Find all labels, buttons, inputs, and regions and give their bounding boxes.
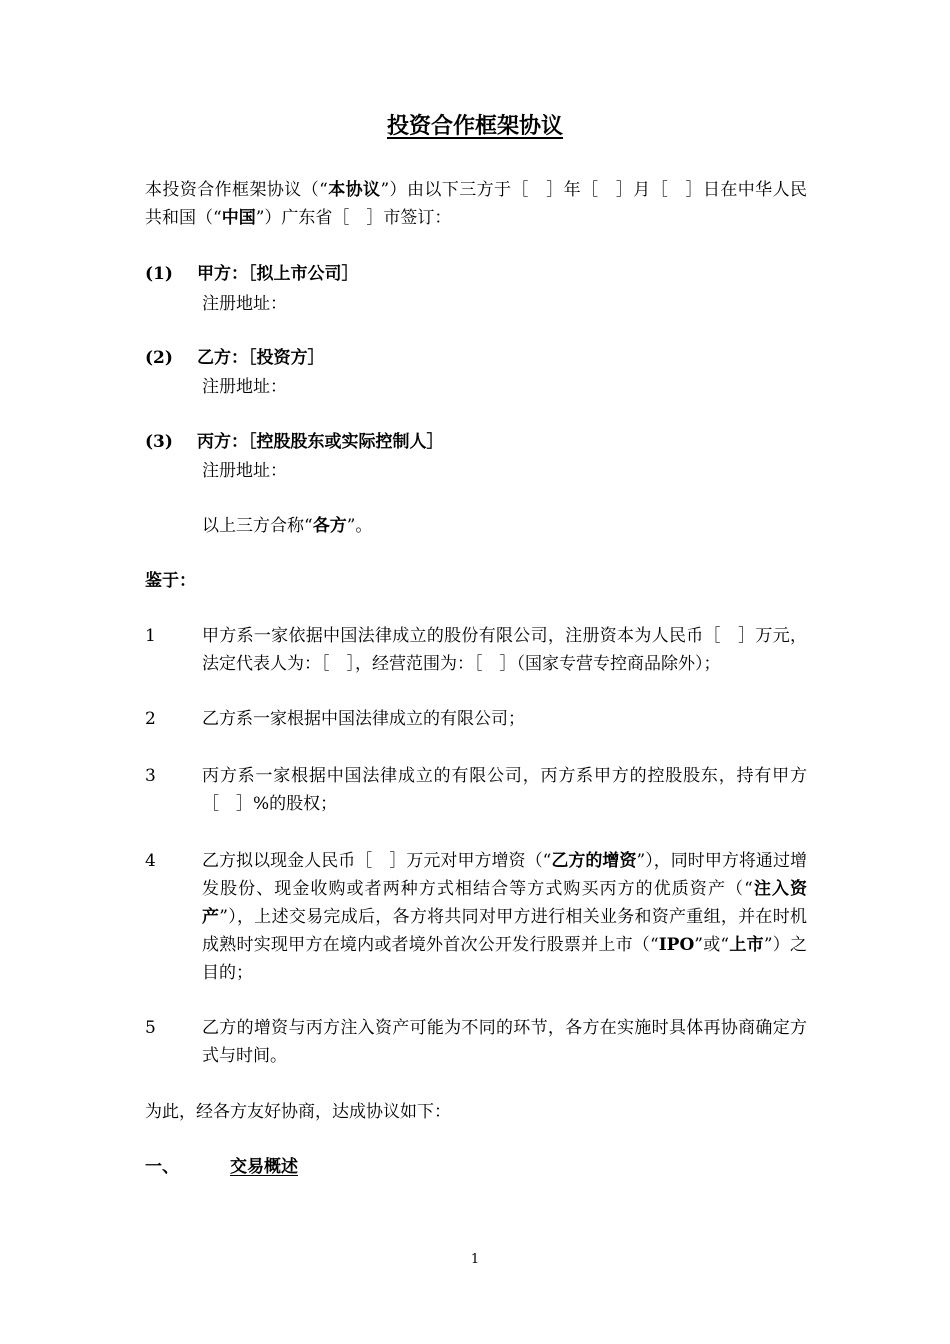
intro-text-1: 本投资合作框架协议（“ bbox=[145, 180, 328, 200]
recital-number: 1 bbox=[145, 626, 156, 646]
recital-4-bold-3: IPO bbox=[658, 935, 695, 955]
intro-paragraph bbox=[145, 176, 807, 232]
page-number: 1 bbox=[470, 1252, 480, 1267]
intro-bold-china: 中国 bbox=[221, 208, 256, 228]
party-address: 注册地址： bbox=[202, 294, 287, 314]
party-label: 丙方：［控股股东或实际控制人］ bbox=[197, 432, 444, 452]
collective-definition bbox=[202, 512, 372, 540]
agreement-line: 为此，经各方友好协商，达成协议如下： bbox=[145, 1102, 451, 1122]
party-label: 甲方：［拟上市公司］ bbox=[197, 264, 359, 284]
section-title: 交易概述 bbox=[230, 1157, 298, 1177]
recital-number: 5 bbox=[145, 1018, 156, 1038]
collective-text-2: ”。 bbox=[346, 516, 373, 536]
collective-bold: 各方 bbox=[312, 516, 347, 536]
recital-4-bold-2: 注入资产 bbox=[202, 879, 807, 927]
intro-bold-agreement: 本协议 bbox=[327, 180, 381, 200]
intro-text-3: ”）广东省［ ］市签订： bbox=[255, 208, 452, 228]
recital-4-text-4: ”或“ bbox=[694, 935, 730, 955]
party-number: (3) bbox=[145, 432, 173, 452]
recital-4-bold-1: 乙方的增资 bbox=[551, 851, 637, 871]
recital-4-text-5: ”）之目的； bbox=[202, 935, 807, 983]
recital-text bbox=[202, 847, 807, 987]
party-address: 注册地址： bbox=[202, 461, 287, 481]
party-number: (2) bbox=[145, 348, 173, 368]
section-number: 一、 bbox=[145, 1157, 179, 1177]
intro-text-2: ”）由以下三方于［ ］年［ ］月［ ］日在中华人民共和国（“ bbox=[145, 180, 807, 228]
document-title: 投资合作框架协议 bbox=[386, 113, 563, 139]
recital-number: 2 bbox=[145, 709, 156, 729]
recital-text: 乙方系一家根据中国法律成立的有限公司； bbox=[202, 709, 525, 729]
recital-text: 乙方的增资与丙方注入资产可能为不同的环节，各方在实施时具体再协商确定方式与时间。 bbox=[202, 1018, 807, 1066]
recital-number: 3 bbox=[145, 766, 156, 786]
recital-4-text-2: ”），同时甲方将通过增发股份、现金收购或者两种方式相结合等方式购买丙方的优质资产（“ bbox=[202, 851, 807, 899]
recital-4-text-1: 乙方拟以现金人民币［ ］万元对甲方增资（“ bbox=[202, 851, 552, 871]
recital-text: 丙方系一家根据中国法律成立的有限公司，丙方系甲方的控股股东，持有甲方［ ］%的股权； bbox=[202, 766, 807, 814]
whereas-heading: 鉴于： bbox=[145, 571, 196, 591]
recital-number: 4 bbox=[145, 851, 156, 871]
party-label: 乙方：［投资方］ bbox=[197, 348, 325, 368]
recital-4-bold-4: 上市 bbox=[729, 935, 764, 955]
recital-4-text-3: ”），上述交易完成后，各方将共同对甲方进行相关业务和资产重组，并在时机成熟时实现甲方在境内或者境外首次公开发行股票并上市（“ bbox=[202, 907, 807, 955]
party-number: (1) bbox=[145, 264, 173, 284]
recital-text: 甲方系一家依据中国法律成立的股份有限公司，注册资本为人民币［ ］万元，法定代表人为：［ ］，经营范围为：［ ］（国家专营专控商品除外）； bbox=[202, 626, 807, 674]
collective-text-1: 以上三方合称“ bbox=[202, 516, 313, 536]
party-address: 注册地址： bbox=[202, 377, 287, 397]
